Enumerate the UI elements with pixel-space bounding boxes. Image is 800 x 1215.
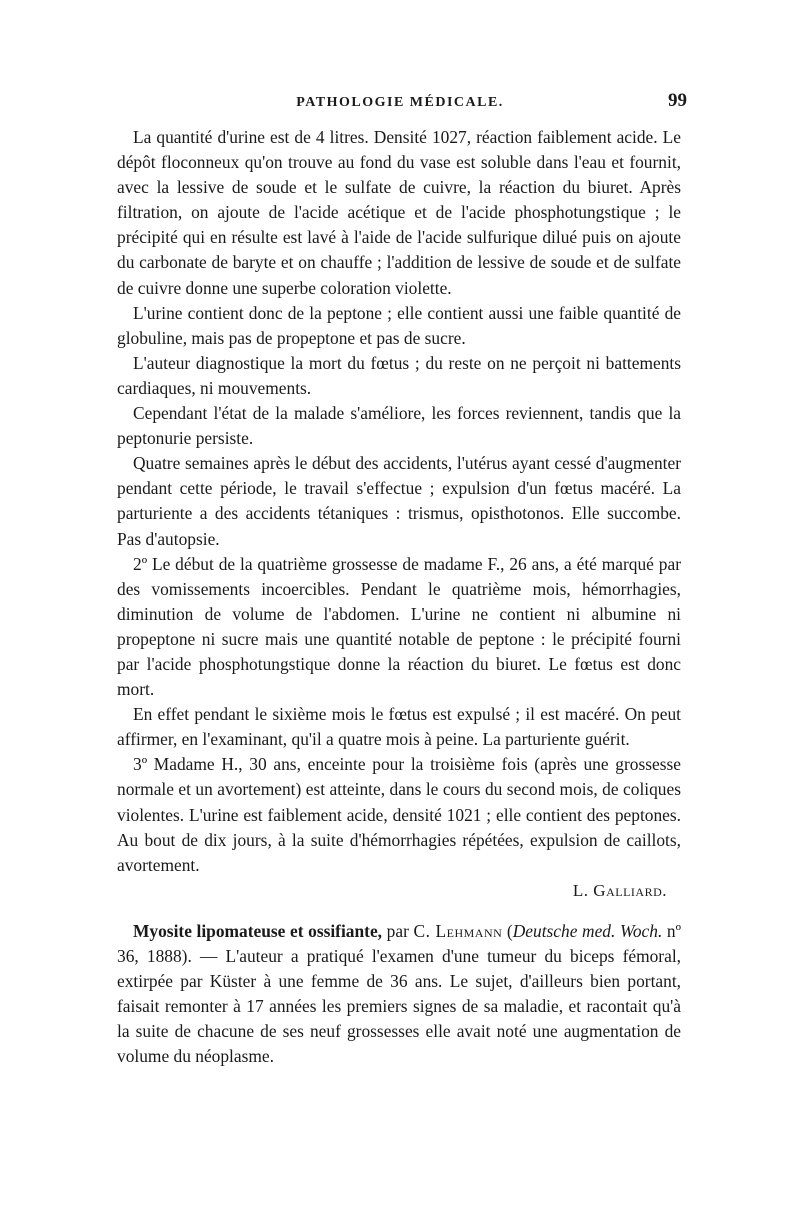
- paragraph: L'auteur diagnostique la mort du fœtus ; du reste on ne perçoit ni battements cardiaques, ni mouvements.: [117, 352, 681, 398]
- author-signature: L. Galliard.: [572, 880, 667, 900]
- article-by: par: [382, 920, 414, 941]
- paragraph: Cependant l'état de la malade s'améliore, les forces reviennent, tandis que la peptonurie persiste.: [117, 403, 681, 449]
- paragraph: L'urine contient donc de la peptone ; elle contient aussi une faible quantité de globuline, mais pas de propeptone et pas de sucre.: [117, 302, 681, 348]
- running-title: PATHOLOGIE MÉDICALE.: [296, 95, 504, 110]
- article-source: Deutsche med. Woch.: [512, 920, 663, 941]
- body-text: [117, 125, 681, 1069]
- page-number: 99: [668, 90, 687, 111]
- article-title: Myosite lipomateuse et ossifiante,: [133, 920, 383, 941]
- paragraph: En effet pendant le sixième mois le fœtus est expulsé ; il est macéré. On peut affirmer, en l'examinant, qu'il a quatre mois à peine. La parturiente guérit.: [117, 704, 681, 750]
- article-citation: nº 36, 1888).: [117, 920, 682, 966]
- paragraph: La quantité d'urine est de 4 litres. Densité 1027, réaction faiblement acide. Le dépôt floconneux qu'on trouve au fond du vase est soluble dans l'eau et fournit, avec la lessive de soude et le sulfate de cuivre, la réaction du biuret. Après filtration, on ajoute de l'acide acétique et de l'acide phosphotungstique ; le précipité qui en résulte est lavé à l'aide de l'acide sulfurique dilué puis on ajoute du carbonate de baryte et on chauffe ; l'addition de lessive de soude et de sulfate de cuivre donne une superbe coloration violette.: [117, 127, 681, 298]
- article-author: C. Lehmann: [413, 920, 503, 941]
- article-body: — L'auteur a pratiqué l'examen d'une tumeur du biceps fémoral, extirpée par Küster à une femme de 36 ans. Le sujet, d'ailleurs bien portant, faisait remonter à 17 années les premiers signes de sa maladie, et racontait qu'à la suite de chacune de ses neuf grossesses elle avait noté une augmentation de volume du néoplasme.: [117, 946, 682, 1067]
- article-abstract: [117, 919, 681, 1070]
- article-source-open: (: [502, 920, 513, 941]
- paragraph: 3º Madame H., 30 ans, enceinte pour la troisième fois (après une grossesse normale et un avortement) est atteinte, dans le cours du second mois, de coliques violentes. L'urine est faiblement acide, densité 1021 ; elle contient des peptones. Au bout de dix jours, à la suite d'hémorrhagies répétées, expulsion de caillots, avortement.: [117, 754, 681, 875]
- paragraph: Quatre semaines après le début des accidents, l'utérus ayant cessé d'augmenter pendant cette période, le travail s'effectue ; expulsion d'un fœtus macéré. La parturiente a des accidents tétaniques : trismus, opisthotonos. Elle succombe. Pas d'autopsie.: [117, 453, 681, 549]
- paragraph: 2º Le début de la quatrième grossesse de madame F., 26 ans, a été marqué par des vomissements incoercibles. Pendant le quatrième mois, hémorrhagies, diminution de volume de l'abdomen. L'urine ne contient ni albumine ni propeptone ni sucre mais une quantité notable de peptone : le précipité fourni par l'acide phosphotungstique donne la réaction du biuret. Le fœtus est donc mort.: [117, 553, 681, 700]
